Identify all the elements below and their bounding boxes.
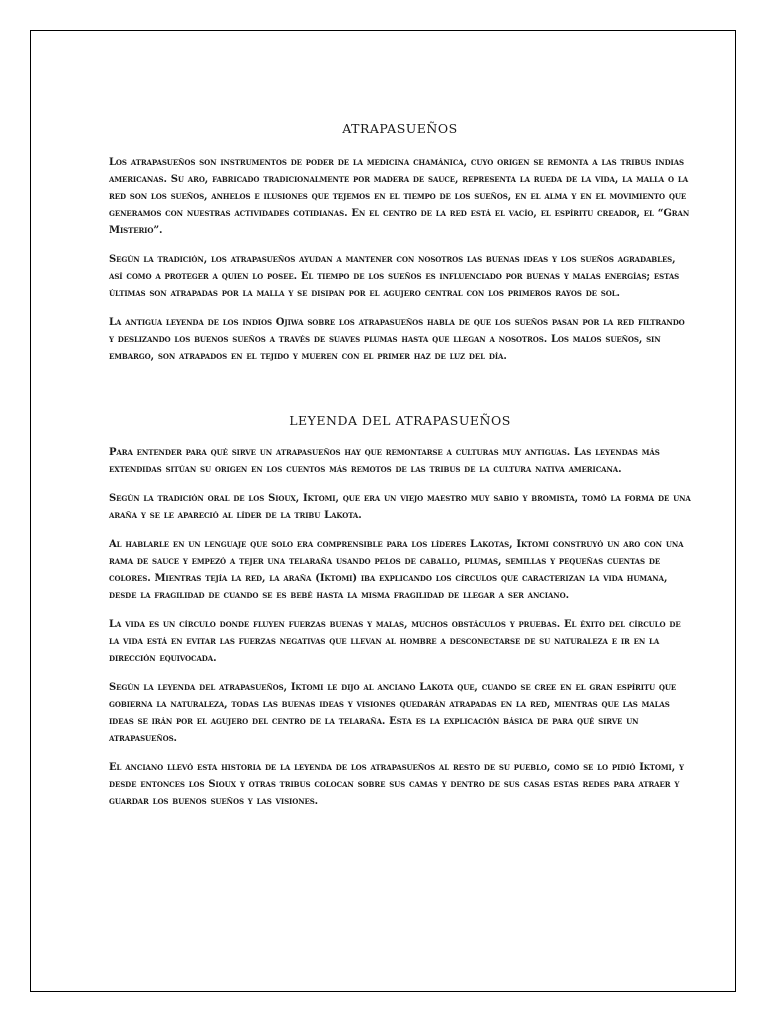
paragraph: Según la tradición, los atrapasueños ayudan a mantener con nosotros las buenas ideas y los sueños agradables, así como a proteger a quien lo posee. El tiempo de los sueños es influenciado por buenas y malas energías; estas últimas son atrapadas por la malla y se disipan por el agujero central con los primeros rayos de sol. bbox=[109, 254, 680, 299]
paragraph: Para entender para qué sirve un atrapasueños hay que remontarse a culturas muy antiguas. Las leyendas más extendidas sitúan su origen en los cuentos más remotos de las tribus de la cultura nativa americana. bbox=[109, 447, 660, 475]
paragraph: El anciano llevó esta historia de la leyenda de los atrapasueños al resto de su pueblo, como se lo pidió Iktomi, y desde entonces los Sioux y otras tribus colocan sobre sus camas y dentro de sus casas estas redes para atraer y guardar los buenos sueños y las visiones. bbox=[109, 762, 684, 807]
document-content bbox=[109, 121, 691, 822]
document-page bbox=[30, 30, 736, 992]
paragraph: Al hablarle en un lenguaje que solo era comprensible para los líderes Lakotas, Iktomi construyó un aro con una rama de sauce y empezó a tejer una telaraña usando pelos de caballo, plumas, semillas y pequeñas cuentas de colores. Mientras tejía la red, la araña (Iktomi) iba explicando los círculos que caracterizan la vida humana, desde la fragilidad de cuando se es bebé hasta la misma fragilidad de llegar a ser anciano. bbox=[109, 539, 684, 601]
paragraph: Los atrapasueños son instrumentos de poder de la medicina chamánica, cuyo origen se remonta a las tribus indias americanas. Su aro, fabricado tradicionalmente por madera de sauce, representa la rueda de la vida, la malla o la red son los sueños, anhelos e ilusiones que tejemos en el tiempo de los sueños, en el alma y en el movimiento que generamos con nuestras actividades cotidianas. En el centro de la red está el vacío, el espíritu creador, el “Gran Misterio”. bbox=[109, 157, 690, 236]
paragraph: La vida es un círculo donde fluyen fuerzas buenas y malas, muchos obstáculos y pruebas. El éxito del círculo de la vida está en evitar las fuerzas negativas que llevan al hombre a desconectarse de su naturaleza e ir en la dirección equivocada. bbox=[109, 619, 681, 664]
paragraph: Según la leyenda del atrapasueños, Iktomi le dijo al anciano Lakota que, cuando se cree en el gran espíritu que gobierna la naturaleza, todas las buenas ideas y visiones quedarán atrapadas en la red, mientras que las malas ideas se irán por el agujero del centro de la telaraña. Esta es la explicación básica de para qué sirve un atrapasueños. bbox=[109, 682, 677, 744]
section-title-atrapasuenos: ATRAPASUEÑOS bbox=[342, 121, 458, 136]
paragraph: La antigua leyenda de los indios Ojiwa sobre los atrapasueños habla de que los sueños pasan por la red filtrando y deslizando los buenos sueños a través de suaves plumas hasta que llegan a nosotros. Los malos sueños, sin embargo, son atrapados en el tejido y mueren con el primer haz de luz del día. bbox=[109, 317, 685, 362]
section-title-leyenda: LEYENDA DEL ATRAPASUEÑOS bbox=[289, 413, 511, 428]
paragraph: Según la tradición oral de los Sioux, Iktomi, que era un viejo maestro muy sabio y bromista, tomó la forma de una araña y se le apareció al líder de la tribu Lakota. bbox=[109, 493, 691, 521]
